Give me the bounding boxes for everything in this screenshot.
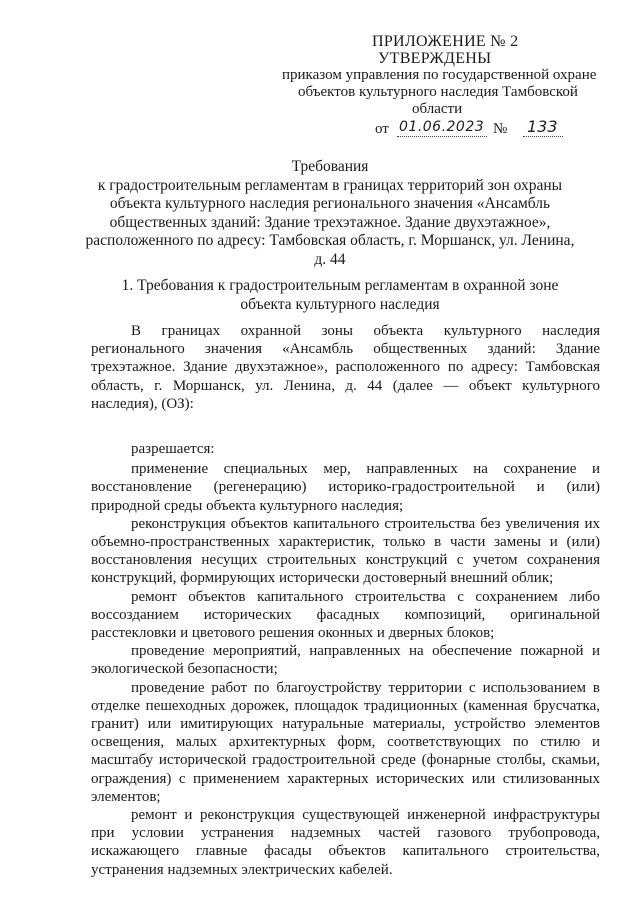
handwritten-number: 133 — [527, 117, 558, 136]
paragraph-line: природной среды объекта культурного наследия; — [91, 497, 404, 514]
number-sign: № — [493, 121, 508, 137]
paragraph-line: масштабу исторической градостроительной среде (фонарные столбы, скамьи, — [91, 752, 600, 769]
list-item — [91, 588, 600, 643]
paragraph-line: ремонт объектов капитального строительства с сохранением либо — [131, 588, 600, 605]
order-date-row — [375, 117, 605, 139]
list-item — [91, 515, 600, 588]
paragraph-line: реконструкция объектов капитального строительства без увеличения их — [131, 515, 600, 532]
paragraph-line: восстановление (регенерацию) историко-градостроительной и (или) — [91, 479, 600, 496]
title-line: Требования — [291, 158, 369, 175]
paragraph-line: конструкций, формирующих исторически достоверный внешний облик; — [91, 570, 554, 587]
title-line: д. 44 — [314, 250, 346, 268]
paragraph-line: элементов; — [91, 788, 161, 805]
paragraph-line: регионального значения «Ансамбль общественных зданий: Здание — [91, 341, 600, 358]
paragraph-line: ремонт и реконструкция существующей инженерной инфраструктуры — [131, 807, 600, 824]
paragraph-line: восстановления несущих строительных конструкций с учетом сохранения — [91, 552, 600, 569]
order-line-1: приказом управления по государственной охране — [282, 67, 597, 83]
date-label: от — [375, 121, 389, 137]
paragraph-line: наследия), (ОЗ): — [91, 395, 194, 412]
paragraph-line: гранит) или имитирующих натуральные материалы, устройство элементов — [91, 716, 600, 733]
paragraph-line: проведение мероприятий, направленных на обеспечение пожарной и — [131, 643, 600, 660]
section-heading-line: 1. Требования к градостроительным регламентам в охранной зоне — [121, 277, 559, 294]
document-body — [91, 322, 600, 879]
intro-paragraph — [91, 322, 600, 413]
list-item — [91, 806, 600, 879]
title-line: расположенного по адресу: Тамбовская область, г. Моршанск, ул. Ленина, — [85, 232, 575, 249]
paragraph-line: освещения, малых архитектурных форм, соответствующих по стилю и — [91, 734, 600, 751]
allowed-label: разрешается: — [131, 441, 215, 458]
paragraph-line: отделке пешеходных дорожек, площадок традиционных (каменная брусчатка, — [91, 697, 600, 714]
paragraph-line: экологической безопасности; — [91, 661, 278, 678]
handwritten-date: 01.06.2023 — [399, 119, 485, 135]
appendix-label: ПРИЛОЖЕНИЕ № 2 — [372, 33, 519, 50]
document-title — [70, 158, 590, 269]
paragraph-line: устранения надземных электрических кабелей. — [91, 861, 393, 878]
section-heading — [120, 277, 560, 314]
paragraph-line: проведение работ по благоустройству территории с использованием в — [131, 679, 600, 696]
section-heading-line: объекта культурного наследия — [240, 295, 440, 313]
title-line: к градостроительным регламентам в границах территорий зон охраны — [97, 176, 563, 194]
paragraph-line: область, г. Моршанск, ул. Ленина, д. 44 (далее — объект культурного — [91, 377, 600, 394]
paragraph-line: при условии устранения надземных частей газового трубопровода, — [91, 825, 600, 842]
title-line: общественных зданий: Здание трехэтажное. Здание двухэтажное», — [109, 213, 551, 231]
date-underline — [397, 136, 487, 137]
approval-block — [260, 33, 600, 118]
paragraph-line: искажающего главные фасады объектов капитального строительства, — [91, 843, 600, 860]
list-item — [91, 642, 600, 678]
paragraph-line: применение специальных мер, направленных на сохранение и — [131, 461, 600, 478]
order-line-3: области — [412, 101, 463, 117]
paragraph-line: объемно-пространственных характеристик, только в части замены и (или) — [91, 534, 600, 551]
paragraph-line: воссозданием исторических фасадных композиций, оригинальной — [91, 606, 600, 623]
approved-label: УТВЕРЖДЕНЫ — [378, 50, 492, 67]
paragraph-line: В границах охранной зоны объекта культурного наследия — [131, 323, 600, 339]
number-underline — [523, 136, 563, 137]
paragraph-line: ограждения) с применением характерных исторических или стилизованных — [91, 770, 600, 787]
paragraph-line: расстекловки и цветового решения оконных и дверных блоков; — [91, 625, 495, 642]
list-item — [91, 460, 600, 515]
list-item — [91, 679, 600, 806]
title-line: объекта культурного наследия регионального значения «Ансамбль — [109, 195, 551, 212]
order-line-2: объектов культурного наследия Тамбовской — [298, 84, 578, 100]
paragraph-line: трехэтажное. Здание двухэтажное», расположенного по адресу: Тамбовская — [91, 359, 600, 376]
